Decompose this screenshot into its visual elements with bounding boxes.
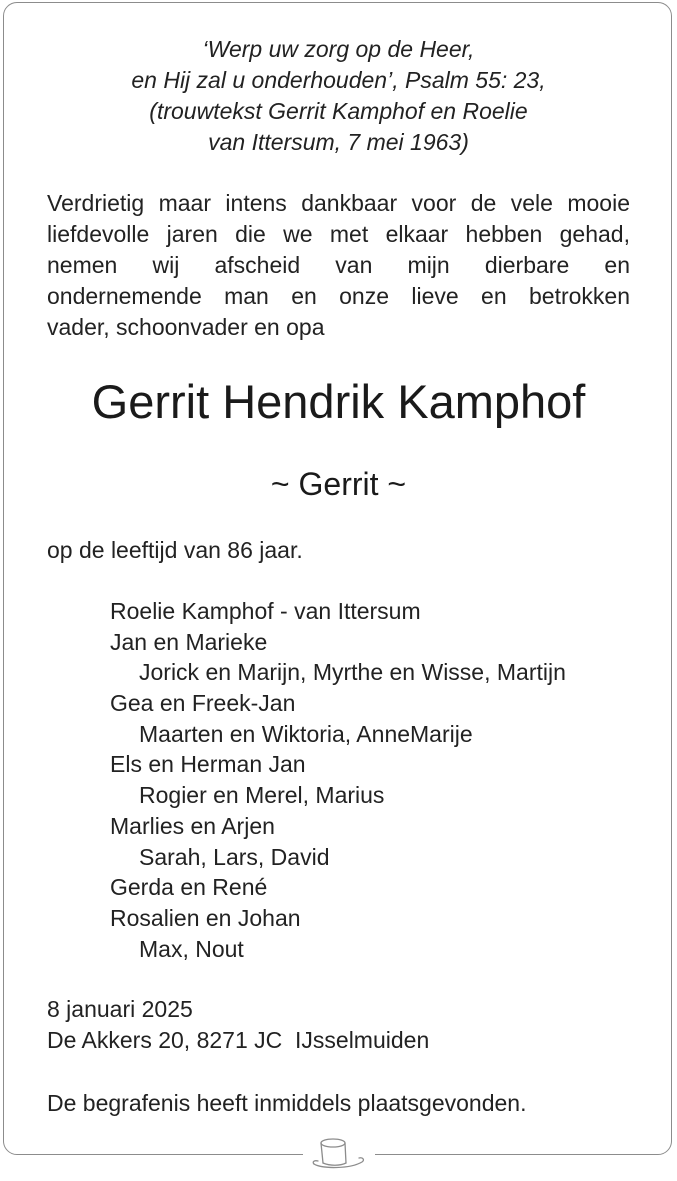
date-address-block (47, 994, 429, 1056)
quote-line: (trouwtekst Gerrit Kamphof en Roelie (149, 98, 528, 124)
grandchildren-row: Jorick en Marijn, Myrthe en Wisse, Martijn (139, 659, 566, 686)
grandchildren-row: Maarten en Wiktoria, AnneMarije (139, 720, 473, 747)
grandchildren-row: Max, Nout (139, 935, 244, 962)
quote-line: van Ittersum, 7 mei 1963) (208, 129, 469, 155)
quote-line: en Hij zal u onderhouden’, Psalm 55: 23, (131, 67, 546, 93)
intro-paragraph (47, 188, 630, 343)
intro-line: Verdrietig maar intens dankbaar voor de vele mooie (47, 190, 630, 216)
family-member-row: Els en Herman Jan (110, 751, 306, 778)
family-member-row: Jan en Marieke (110, 628, 268, 655)
top-hat-icon (310, 1133, 368, 1179)
grandchildren-row: Sarah, Lars, David (139, 843, 330, 870)
family-member-row: Roelie Kamphof - van Ittersum (110, 598, 421, 624)
intro-line: nemen wij afscheid van mijn dierbare en (47, 252, 630, 278)
intro-line: vader, schoonvader en opa (47, 314, 325, 340)
address: De Akkers 20, 8271 JC IJsselmuiden (47, 1027, 430, 1053)
bible-quote (0, 34, 677, 158)
card-border (3, 2, 672, 1155)
family-member-row: Rosalien en Johan (110, 904, 301, 931)
quote-line: ‘Werp uw zorg op de Heer, (202, 36, 475, 62)
deceased-name: Gerrit Hendrik Kamphof (91, 375, 586, 428)
family-member-row: Marlies en Arjen (110, 812, 275, 839)
family-member-row: Gea en Freek-Jan (110, 690, 296, 717)
intro-line: liefdevolle jaren die we met elkaar hebben gehad, (47, 221, 630, 247)
closing-text: De begrafenis heeft inmiddels plaatsgevonden. (47, 1090, 527, 1116)
deceased-nickname: ~ Gerrit ~ (270, 466, 407, 502)
grandchildren-row: Rogier en Merel, Marius (139, 782, 385, 809)
family-list (110, 596, 566, 964)
intro-line: ondernemende man en onze lieve en betrokken (47, 283, 630, 309)
death-date: 8 januari 2025 (47, 996, 193, 1022)
family-member-row: Gerda en René (110, 874, 268, 901)
age-text: op de leeftijd van 86 jaar. (47, 537, 303, 563)
